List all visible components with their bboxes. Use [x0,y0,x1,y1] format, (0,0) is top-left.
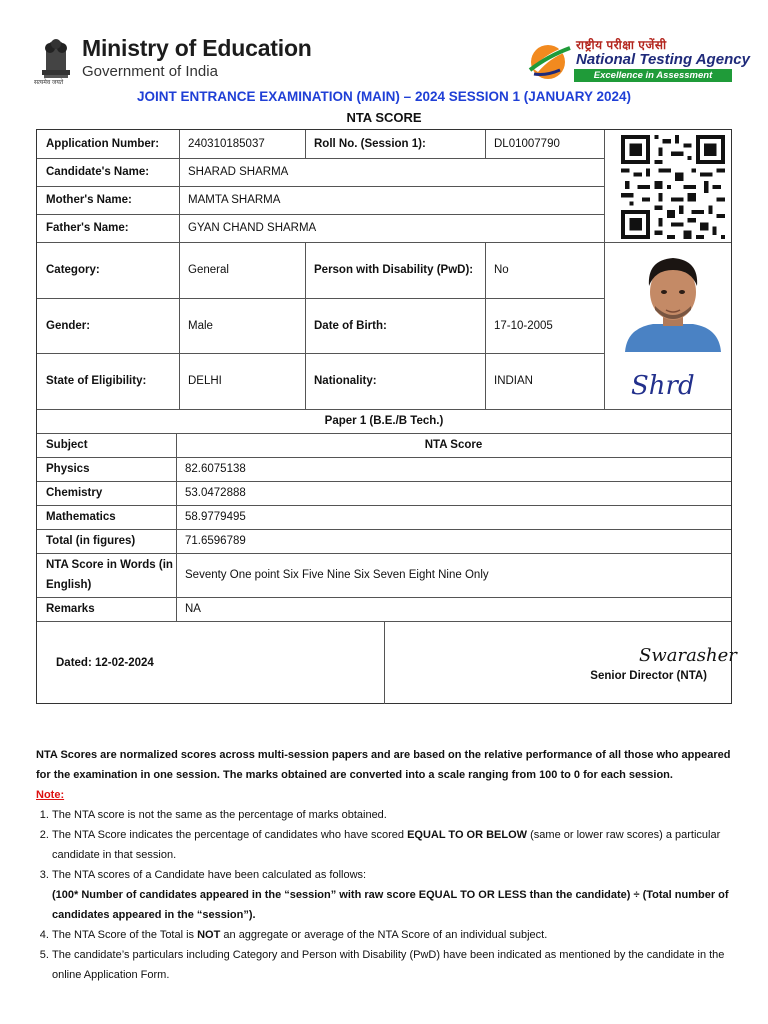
notes-list [36,805,736,985]
score-words-value: Seventy One point Six Five Nine Six Seven Eight Nine Only [185,569,489,581]
remarks-value: NA [185,603,201,615]
roll-number-label: Roll No. (Session 1): [314,138,426,150]
subject-mathematics: Mathematics [46,511,116,523]
col-divider [604,130,605,409]
mother-name-value: MAMTA SHARMA [188,194,281,206]
candidate-signature [617,356,729,408]
dob-label: Date of Birth: [314,319,387,332]
father-name-label: Father's Name: [46,222,129,234]
state-label: State of Eligibility: [46,375,147,387]
government-subtitle: Government of India [82,63,218,80]
note-text: The candidate’s particulars including Category and Person with Disability (PwD) have been indicated as mentioned by the candidate in the online Application Form. [52,949,725,981]
note-label: Note: [36,789,65,801]
note-text: The NTA scores of a Candidate have been calculated as follows: [52,869,367,881]
subject-total: Total (in figures) [46,535,136,547]
father-name-value: GYAN CHAND SHARMA [188,222,317,234]
gender-value: Male [188,319,213,332]
agency-name: National Testing Agency [576,51,750,68]
agency-hindi-name: राष्ट्रीय परीक्षा एजेंसी [576,38,667,52]
col-divider [384,621,385,704]
agency-tagline: Excellence in Assessment [574,69,732,82]
director-signature [637,635,737,669]
col-divider [176,433,177,621]
document-title: NTA SCORE [346,110,422,125]
note-item [52,865,736,925]
note-text: The NTA Score indicates the percentage of candidates who have scored [52,829,408,841]
score-total: 71.6596789 [185,535,246,547]
score-physics: 82.6075138 [185,463,246,475]
note-text: (same or lower raw scores) a particular candidate in that session. [52,829,721,861]
dob-value: 17-10-2005 [494,319,553,332]
note-emphasis: NOT [197,929,221,941]
subject-chemistry: Chemistry [46,487,103,499]
emblem-motto: सत्यमेव जयते [34,80,64,86]
note-text: an aggregate or average of the NTA Score of an individual subject. [220,929,548,941]
score-card [36,129,737,704]
score-mathematics: 58.9779495 [185,511,246,523]
nationality-value: INDIAN [494,375,533,387]
qr-code [619,135,727,239]
paper-title: Paper 1 (B.E./B Tech.) [324,415,444,427]
category-label: Category: [46,264,100,276]
score-chemistry: 53.0472888 [185,487,246,499]
note-text: The NTA score is not the same as the percentage of marks obtained. [52,809,387,821]
candidate-photo [617,248,729,352]
exam-title: JOINT ENTRANCE EXAMINATION (MAIN) – 2024 SESSION 1 (JANUARY 2024) [136,89,632,104]
nationality-label: Nationality: [314,375,377,387]
subject-header: Subject [46,439,88,451]
signature-text: Shrd [631,371,695,401]
director-title: Senior Director (NTA) [590,670,707,682]
state-value: DELHI [188,375,222,387]
signature-image [617,356,729,408]
remarks-label: Remarks [46,603,95,615]
note-formula: (100* Number of candidates appeared in the “session” with raw score EQUAL TO OR LESS than the candidate) ÷ (Total number of candidates appeared in the “session”). [52,889,729,921]
ministry-title: Ministry of Education [82,35,312,61]
nta-score-header: NTA Score [424,439,483,451]
note-text: The NTA Score of the Total is [52,929,198,941]
pwd-label: Person with Disability (PwD): [314,264,474,276]
director-signature-text: Swarasher [639,645,737,666]
notes-intro: NTA Scores are normalized scores across multi-session papers and are based on the relative performance of all those who appeared for the examination in one session. The marks obtained are converted into a scale ranging from 100 to 0 for each session. [36,749,731,781]
document-header [0,0,768,90]
score-words-label-line1: NTA Score in Words (in [46,559,173,571]
candidate-name-label: Candidate's Name: [46,166,150,178]
score-words-label-line2: English) [46,579,92,591]
notes-section [36,745,736,985]
nta-logo-icon [526,40,570,80]
application-number-value: 240310185037 [188,138,265,150]
note-item [52,825,736,865]
subject-physics: Physics [46,463,90,475]
note-emphasis: EQUAL TO OR BELOW [407,829,528,841]
candidate-name-value: SHARAD SHARMA [188,166,289,178]
note-item [52,925,736,945]
roll-number-value: DL01007790 [494,138,560,150]
mother-name-label: Mother's Name: [46,194,132,206]
gender-label: Gender: [46,319,91,332]
dated-label: Dated: 12-02-2024 [56,656,154,669]
score-words-label [37,553,176,597]
note-item [52,945,736,985]
application-number-label: Application Number: [46,138,160,150]
pwd-value: No [494,264,509,276]
note-item [52,805,736,825]
category-value: General [188,264,229,276]
